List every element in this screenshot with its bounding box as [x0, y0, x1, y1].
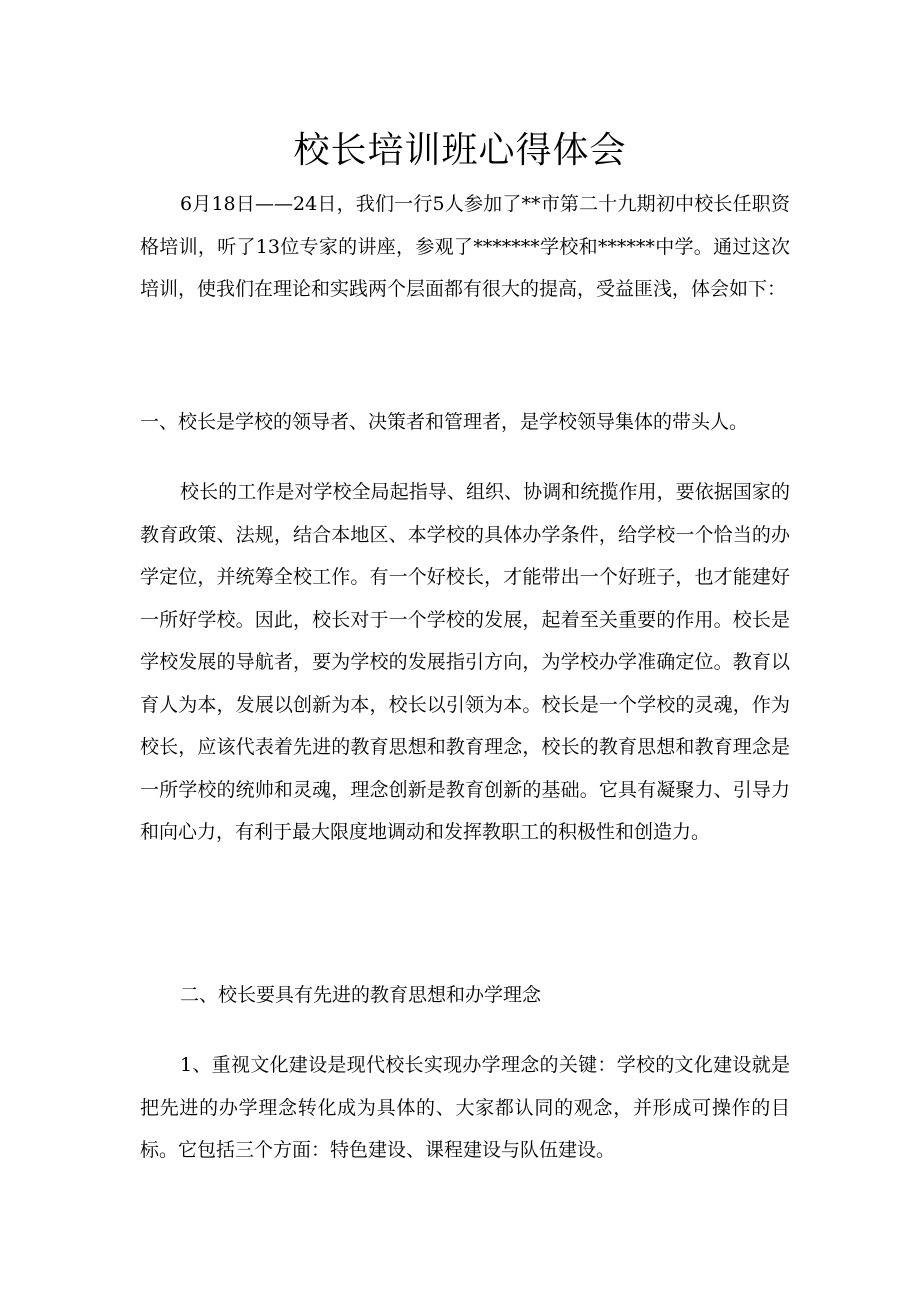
section-1-body: 校长的工作是对学校全局起指导、组织、协调和统揽作用，要依据国家的教育政策、法规，结合本地区、本学校的具体办学条件，给学校一个恰当的办学定位，并统筹全校工作。有一个好校长，才能带出一个好班子，也才能建好一所好学校。因此，校长对于一个学校的发展，起着至关重要的作用。校长是学校发展的导航者，要为学校的发展指引方向，为学校办学准确定位。教育以育人为本，发展以创新为本，校长以引领为本。校长是一个学校的灵魂，作为校长，应该代表着先进的教育思想和教育理念，校长的教育思想和教育理念是一所学校的统帅和灵魂，理念创新是教育创新的基础。它具有凝聚力、引导力和向心力，有利于最大限度地调动和发挥教职工的积极性和创造力。 [140, 481, 790, 843]
section-heading-2: 二、校长要具有先进的教育思想和办学理念 [180, 984, 542, 1006]
document-title: 校长培训班心得体会 [293, 130, 627, 171]
section-2-point-1: 1、重视文化建设是现代校长实现办学理念的关键：学校的文化建设就是把先进的办学理念转化成为具体的、大家都认同的观念，并形成可操作的目标。它包括三个方面：特色建设、课程建设与队伍建设。 [140, 1054, 790, 1161]
section-heading-1: 一、校长是学校的领导者、决策者和管理者，是学校领导集体的带头人。 [140, 411, 749, 433]
intro-paragraph: 6月18日——24日，我们一行5人参加了**市第二十九期初中校长任职资格培训，听了13位专家的讲座，参观了*******学校和******中学。通过这次培训，使我们在理论和实践两个层面都有很大的提高，受益匪浅，体会如下： [140, 193, 790, 300]
